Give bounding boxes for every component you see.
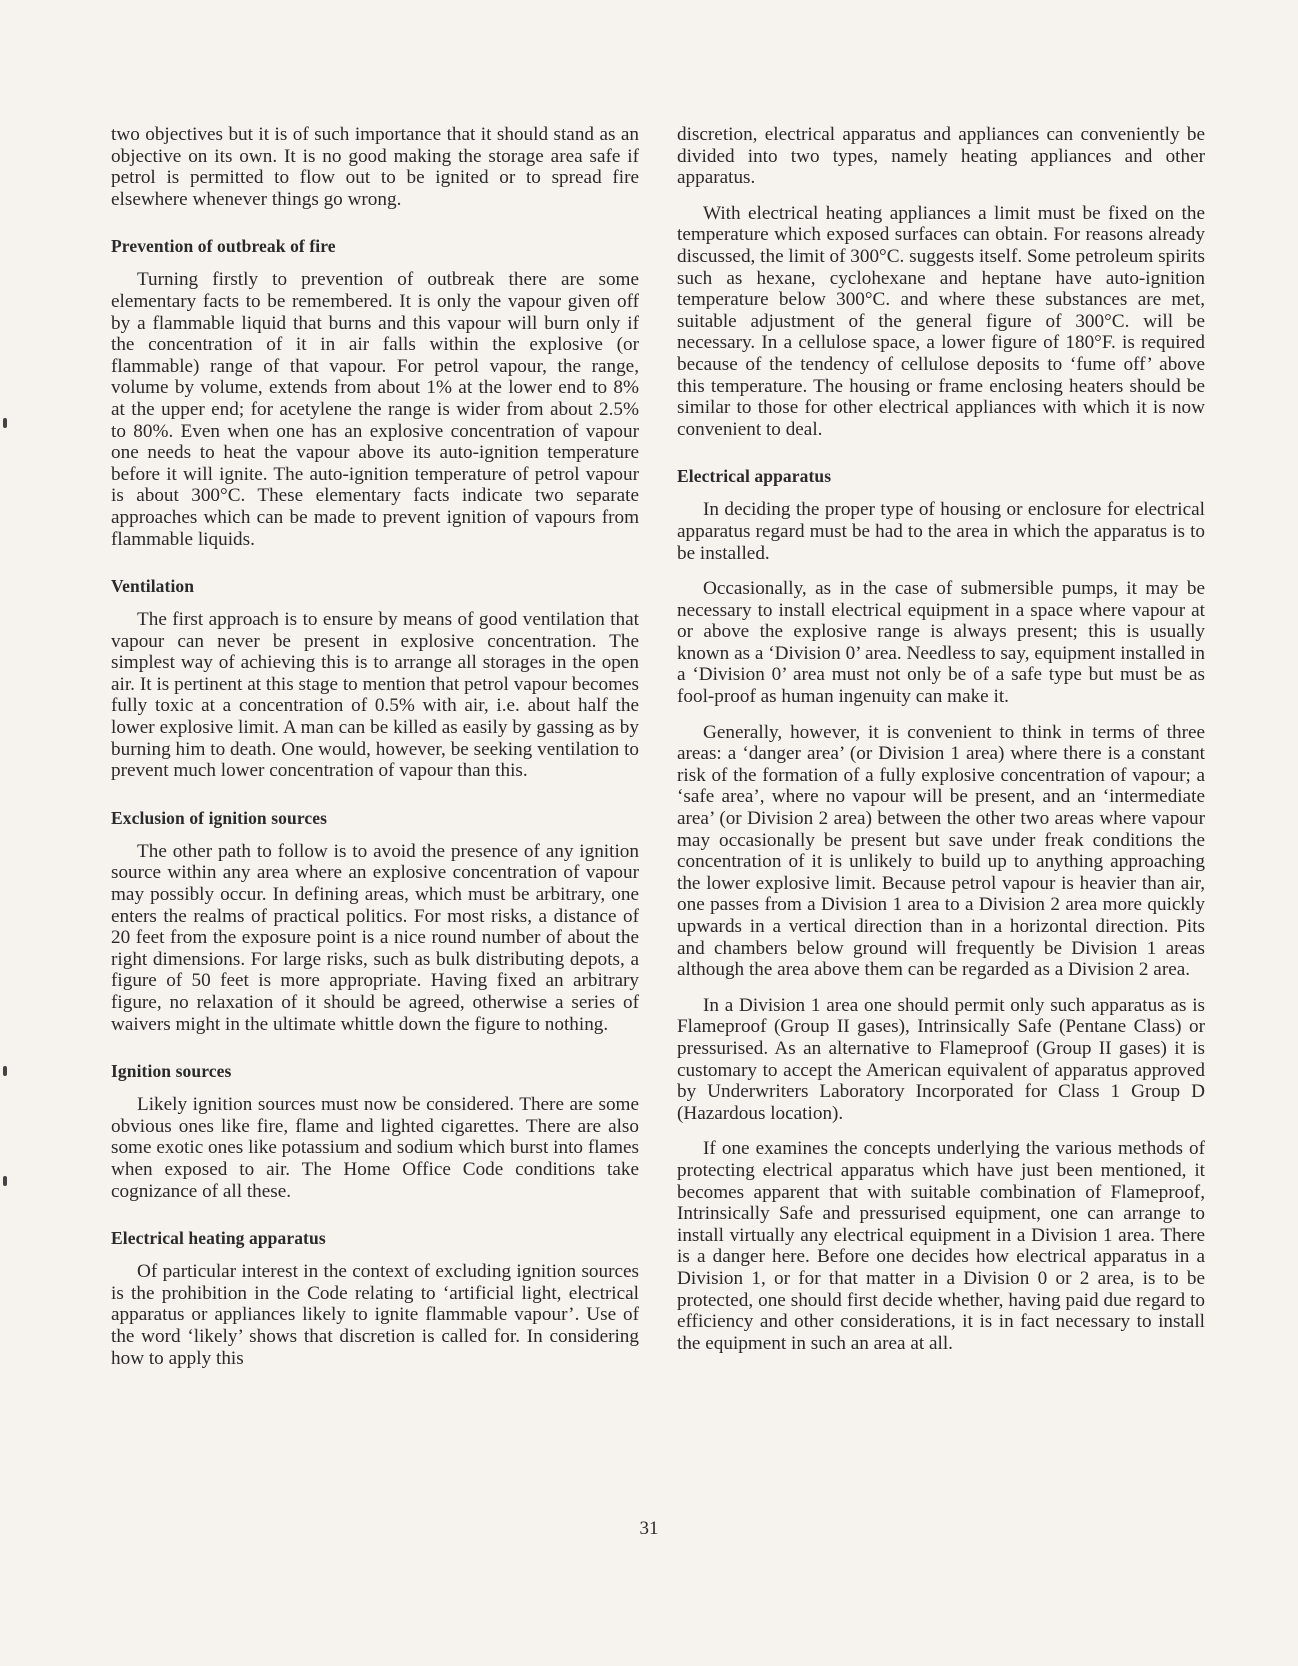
binding-mark (3, 418, 7, 428)
left-column (111, 124, 639, 1383)
section-heading-electrical-heating: Electrical heating apparatus (111, 1228, 326, 1249)
section-heading-electrical-apparatus: Electrical apparatus (677, 466, 832, 487)
paragraph: Likely ignition sources must now be considered. There are some obvious ones like fire, flame and lighted cigarettes. There are also some exotic ones like potassium and sodium which burst into flames when exposed to air. The Home Office Code conditions take cognizance of all these. (111, 1094, 639, 1202)
paragraph: two objectives but it is of such importance that it should stand as an objective on its own. It is no good making the storage area safe if petrol is permitted to flow out to be ignited or to spread fire elsewhere whenever things go wrong. (111, 124, 639, 210)
paragraph: Generally, however, it is convenient to think in terms of three areas: a ‘danger area’ (or Division 1 area) where there is a constant risk of the formation of a fully explosive concentration of vapour; a ‘safe area’, where no vapour will be present, and an ‘intermediate area’ (or Division 2 area) between the other two areas where vapour may occasionally be present but save under freak conditions the concentration of it is unlikely to build up to anything approaching the lower explosive limit. Because petrol vapour is heavier than air, one passes from a Division 1 area to a Division 2 area more quickly upwards in a vertical direction than in a horizontal direction. Pits and chambers below ground will frequently be Division 1 areas although the area above them can be regarded as a Division 2 area. (677, 721, 1205, 981)
right-column (677, 124, 1205, 1368)
section-heading-exclusion: Exclusion of ignition sources (111, 807, 328, 828)
paragraph: Of particular interest in the context of excluding ignition sources is the prohibition in the Code relating to ‘artificial light, electrical apparatus or appliances likely to ignite flammable vapour’. Use of the word ‘likely’ shows that discretion is called for. In considering how to apply this (111, 1261, 639, 1369)
paragraph: With electrical heating appliances a limit must be fixed on the temperature which exposed surfaces can obtain. For reasons already discussed, the limit of 300°C. suggests itself. Some petroleum spirits such as hexane, cyclohexane and heptane have auto-ignition temperature below 300°C. and where these substances are met, suitable adjustment of the general figure of 300°C. will be necessary. In a cellulose space, a lower figure of 180°F. is required because of the tendency of cellulose deposits to ‘fume off’ above this temperature. The housing or frame enclosing heaters should be similar to those for other electrical appliances with which it is now convenient to deal. (677, 202, 1205, 440)
page-number: 31 (639, 1518, 659, 1539)
section-heading-ignition-sources: Ignition sources (111, 1061, 232, 1082)
paragraph: In a Division 1 area one should permit only such apparatus as is Flameproof (Group II gases), Intrinsically Safe (Pentane Class) or pressurised. As an alternative to Flameproof (Group II gases) it is customary to accept the American equivalent of apparatus approved by Underwriters Laboratory Incorporated for Class 1 Group D (Hazardous location). (677, 994, 1205, 1124)
paragraph: Occasionally, as in the case of submersible pumps, it may be necessary to install electrical equipment in a space where vapour at or above the explosive range is always present; this is usually known as a ‘Division 0’ area. Needless to say, equipment installed in a ‘Division 0’ area must not only be of a safe type but must be as fool-proof as human ingenuity can make it. (677, 578, 1205, 708)
paragraph: The first approach is to ensure by means of good ventilation that vapour can never be present in explosive concentration. The simplest way of achieving this is to arrange all storages in the open air. It is pertinent at this stage to mention that petrol vapour becomes fully toxic at a concentration of 0.5% with air, i.e. about half the lower explosive limit. A man can be killed as easily by gassing as by burning him to death. One would, however, be seeking ventilation to prevent much lower concentration of vapour than this. (111, 609, 639, 782)
paragraph: In deciding the proper type of housing or enclosure for electrical apparatus regard must be had to the area in which the apparatus is to be installed. (677, 499, 1205, 564)
section-heading-prevention: Prevention of outbreak of fire (111, 236, 336, 257)
binding-mark (3, 1066, 7, 1076)
paragraph: The other path to follow is to avoid the presence of any ignition source within any area where an explosive concentration of vapour may possibly occur. In defining areas, which must be arbitrary, one enters the realms of practical politics. For most risks, a distance of 20 feet from the exposure point is a nice round number of about the right dimensions. For large risks, such as bulk distributing depots, a figure of 50 feet is more appropriate. Having fixed an arbitrary figure, no relaxation of it should be agreed, otherwise a series of waivers might in the ultimate whittle down the figure to nothing. (111, 840, 639, 1035)
paragraph: Turning firstly to prevention of outbreak there are some elementary facts to be remembered. It is only the vapour given off by a flammable liquid that burns and this vapour will burn only if the concentration of it in air falls within the explosive (or flammable) range of that vapour. For petrol vapour, the range, volume by volume, extends from about 1% at the lower end to 8% at the upper end; for acetylene the range is wider from about 2.5% to 80%. Even when one has an explosive concentration of vapour one needs to heat the vapour above its auto-ignition temperature before it will ignite. The auto-ignition temperature of petrol vapour is about 300°C. These elementary facts indicate two separate approaches which can be made to prevent ignition of vapours from flammable liquids. (111, 269, 639, 550)
binding-mark (3, 1176, 7, 1186)
paragraph: If one examines the concepts underlying the various methods of protecting electrical apparatus which have just been mentioned, it becomes apparent that with suitable combination of Flameproof, Intrinsically Safe and pressurised equipment, one can arrange to install virtually any electrical equipment in a Division 1 area. There is a danger here. Before one decides how electrical apparatus in a Division 1, or for that matter in a Division 0 or 2 area, is to be protected, one should first decide whether, having paid due regard to efficiency and other considerations, it is in fact necessary to install the equipment in such an area at all. (677, 1138, 1205, 1354)
section-heading-ventilation: Ventilation (111, 576, 195, 597)
paragraph: discretion, electrical apparatus and appliances can conveniently be divided into two types, namely heating appliances and other apparatus. (677, 124, 1205, 189)
